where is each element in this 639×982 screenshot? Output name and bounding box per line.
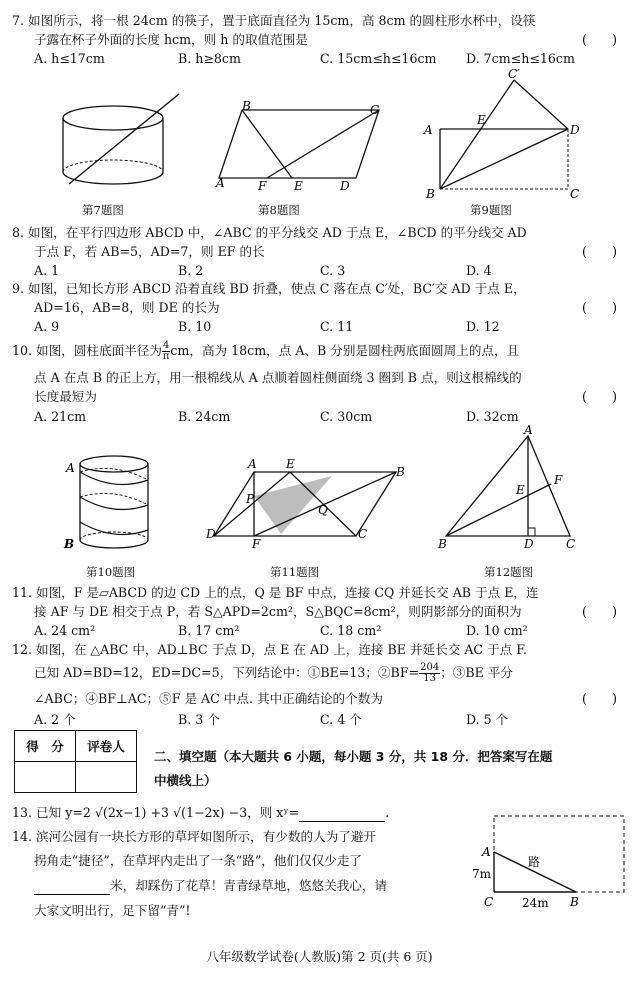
q12-line2-start: 已知 AD=BD=12，ED=DC=5，下列结论中：①BE=13；②BF= bbox=[34, 665, 420, 680]
fig12-caption: 第12题图 bbox=[484, 565, 534, 579]
grader-label: 评卷人 bbox=[76, 731, 137, 762]
q7-option-a: A. h≤17cm bbox=[34, 51, 105, 66]
fig8-label-b: B bbox=[242, 99, 251, 113]
q11-option-a: A. 24 cm² bbox=[34, 623, 96, 638]
q12-line2 bbox=[34, 663, 513, 684]
q12-fraction-num: 204 bbox=[420, 662, 440, 673]
q10-option-a: A. 21cm bbox=[34, 409, 87, 424]
fig12-label-b: B bbox=[438, 537, 447, 551]
score-table bbox=[14, 730, 137, 793]
fig10-caption: 第10题图 bbox=[86, 565, 136, 579]
fig11-shaded-parallelogram-diagram bbox=[206, 456, 406, 551]
q12-fraction bbox=[419, 663, 440, 684]
fig14-lawn-diagram bbox=[470, 812, 630, 912]
q7-option-b: B. h≥8cm bbox=[178, 51, 241, 66]
q11-option-b: B. 17 cm² bbox=[178, 623, 240, 638]
fig12-label-e: E bbox=[516, 483, 525, 497]
fig8-label-f: F bbox=[258, 179, 267, 193]
q10-option-d: D. 32cm bbox=[466, 409, 519, 424]
q11-bracket: ( ) bbox=[582, 604, 618, 619]
fig11-label-q: Q bbox=[318, 503, 328, 517]
fig12-label-d: D bbox=[524, 537, 534, 551]
q9-line2: AD=16，AB=8，则 DE 的长为 bbox=[34, 300, 220, 315]
q10-line1-end: cm，高为 18cm，点 A、B 分别是圆柱两底面圆周上的点，且 bbox=[170, 343, 520, 358]
fig9-label-c: C bbox=[570, 187, 580, 201]
q11-line2: 接 AF 与 DE 相交于点 P，若 S△APD=2cm²，S△BQC=8cm²，则阴影部分的面积为 bbox=[34, 604, 522, 619]
q7-bracket: ( ) bbox=[582, 32, 618, 47]
q8-line1: 8. 如图，在平行四边形 ABCD 中，∠ABC 的平分线交 AD 于点 E，∠BCD 的平分线交 AD bbox=[12, 225, 527, 240]
fig14-label-side2: 24m bbox=[522, 896, 549, 910]
q12-option-b: B. 3 个 bbox=[178, 712, 220, 727]
fig7-caption: 第7题图 bbox=[82, 203, 124, 217]
fig12-triangle-diagram bbox=[438, 423, 588, 551]
fig14-label-b: B bbox=[570, 895, 579, 909]
fig8-parallelogram-diagram bbox=[212, 100, 382, 200]
fig11-label-p: P bbox=[246, 492, 255, 506]
q11-line1: 11. 如图，F 是▱ABCD 的边 CD 上的点，Q 是 BF 中点，连接 CQ 并延长交 AB 于点 E，连 bbox=[12, 585, 539, 600]
q13-answer-blank[interactable] bbox=[299, 804, 385, 822]
fig8-label-a: A bbox=[216, 176, 225, 190]
q12-option-a: A. 2 个 bbox=[34, 712, 76, 727]
q10-line1-start: 10. 如图，圆柱底面半径为 bbox=[12, 343, 162, 358]
fig10-label-a: A bbox=[66, 461, 75, 475]
q9-option-d: D. 12 bbox=[466, 319, 500, 334]
q8-bracket: ( ) bbox=[582, 244, 618, 259]
q9-line1: 9. 如图，已知长方形 ABCD 沿着直线 BD 折叠，使点 C 落在点 C′处，BC′交 AD 于点 E， bbox=[12, 281, 526, 296]
q12-option-d: D. 5 个 bbox=[466, 712, 509, 727]
q9-option-c: C. 11 bbox=[320, 319, 354, 334]
page-footer: 八年级数学试卷(人教版)第 2 页(共 6 页) bbox=[206, 949, 433, 964]
score-cell[interactable] bbox=[15, 762, 76, 793]
section2-heading-line2: 中横线上） bbox=[154, 773, 217, 788]
q11-option-d: D. 10 cm² bbox=[466, 623, 528, 638]
fig12-label-a: A bbox=[524, 423, 533, 437]
fig10-cylinder-thread-diagram bbox=[62, 452, 162, 557]
q13-line bbox=[12, 804, 389, 822]
q7-option-c: C. 15cm≤h≤16cm bbox=[320, 51, 437, 66]
q14-line3-text: 米，却踩伤了花草！青青绿草地，悠悠关我心，请 bbox=[110, 878, 388, 893]
fig10-label-b: B bbox=[64, 537, 75, 551]
q9-option-b: B. 10 bbox=[178, 319, 212, 334]
q8-option-a: A. 1 bbox=[34, 263, 60, 278]
fig12-label-f: F bbox=[554, 473, 563, 487]
q12-line1: 12. 如图，在 △ABC 中，AD⊥BC 于点 D，点 E 在 AD 上，连接 BE 并延长交 AC 于点 F. bbox=[12, 642, 528, 657]
grader-cell[interactable] bbox=[76, 762, 137, 793]
fig9-label-b: B bbox=[426, 187, 435, 201]
score-label: 得 分 bbox=[15, 731, 76, 762]
fig8-caption: 第8题图 bbox=[258, 203, 300, 217]
q12-line2-end: ；③BE 平分 bbox=[440, 665, 514, 680]
q10-bracket: ( ) bbox=[582, 389, 618, 404]
q14-line2: 拐角走“捷径”，在草坪内走出了一条“路”，他们仅仅少走了 bbox=[34, 853, 363, 868]
fig11-label-d: D bbox=[206, 527, 216, 541]
fig8-label-d: D bbox=[340, 179, 350, 193]
fig12-label-c: C bbox=[566, 537, 576, 551]
q7-line2: 子露在杯子外面的长度 hcm，则 h 的取值范围是 bbox=[34, 32, 308, 47]
q8-option-d: D. 4 bbox=[466, 263, 492, 278]
q12-fraction-den: 13 bbox=[423, 673, 437, 684]
q12-line3: ∠ABC；④BF⊥AC；⑤F 是 AC 中点. 其中正确结论的个数为 bbox=[34, 691, 383, 706]
q10-fraction-den: π bbox=[162, 351, 170, 362]
fig11-label-b: B bbox=[396, 465, 405, 479]
fig9-label-a: A bbox=[424, 123, 433, 137]
q7-line1: 7. 如图所示，将一根 24cm 的筷子，置于底面直径为 15cm，高 8cm 的圆柱形水杯中，设筷 bbox=[12, 13, 536, 28]
q12-option-c: C. 4 个 bbox=[320, 712, 362, 727]
fig11-label-a: A bbox=[248, 457, 257, 471]
fig11-label-c: C bbox=[358, 527, 368, 541]
q8-line2: 于点 F，若 AB=5，AD=7，则 EF 的长 bbox=[34, 244, 265, 259]
q10-option-b: B. 24cm bbox=[178, 409, 231, 424]
q10-line3: 长度最短为 bbox=[34, 389, 97, 404]
fig14-label-c: C bbox=[484, 895, 494, 909]
q10-fraction-num: 4 bbox=[162, 340, 170, 351]
fig11-label-f: F bbox=[252, 537, 261, 551]
q9-option-a: A. 9 bbox=[34, 319, 60, 334]
q13-period: . bbox=[385, 805, 390, 820]
q11-option-c: C. 18 cm² bbox=[320, 623, 382, 638]
section2-heading-line1: 二、填空题（本大题共 6 小题，每小题 3 分，共 18 分．把答案写在题 bbox=[154, 749, 553, 764]
fig11-label-e: E bbox=[286, 457, 295, 471]
q13-text: 13. 已知 y=2 √(2x−1) +3 √(1−2x) −3，则 xʸ= bbox=[12, 805, 300, 820]
fig7-cylinder-diagram bbox=[55, 92, 185, 192]
q10-line2: 点 A 在点 B 的正上方，用一根棉线从 A 点顺着圆柱侧面绕 3 圈到 B 点，则这根棉线的 bbox=[34, 370, 522, 385]
q14-answer-blank[interactable] bbox=[34, 877, 110, 895]
q14-line1: 14. 滨河公园有一块长方形的草坪如图所示，有少数的人为了避开 bbox=[12, 829, 377, 844]
q9-bracket: ( ) bbox=[582, 300, 618, 315]
q10-option-c: C. 30cm bbox=[320, 409, 373, 424]
fig8-label-c: C bbox=[370, 103, 380, 117]
fig9-label-d: D bbox=[570, 123, 580, 137]
fig9-label-cp: C′ bbox=[508, 67, 520, 81]
q8-option-b: B. 2 bbox=[178, 263, 204, 278]
q14-line3 bbox=[34, 877, 387, 895]
q10-line1 bbox=[12, 341, 519, 362]
fig8-label-e: E bbox=[294, 179, 303, 193]
q12-bracket: ( ) bbox=[582, 691, 618, 706]
fig9-folded-rectangle-diagram bbox=[422, 67, 592, 201]
fig9-caption: 第9题图 bbox=[470, 203, 512, 217]
fig14-label-a: A bbox=[482, 845, 491, 859]
fig11-caption: 第11题图 bbox=[270, 565, 320, 579]
fig9-label-e: E bbox=[477, 113, 486, 127]
q14-line4: 大家文明出行，足下留“青”! bbox=[34, 903, 191, 918]
fig14-label-side1: 7m bbox=[472, 867, 492, 881]
q7-option-d: D. 7cm≤h≤16cm bbox=[466, 51, 575, 66]
q8-option-c: C. 3 bbox=[320, 263, 346, 278]
fig14-label-road: 路 bbox=[528, 855, 541, 869]
